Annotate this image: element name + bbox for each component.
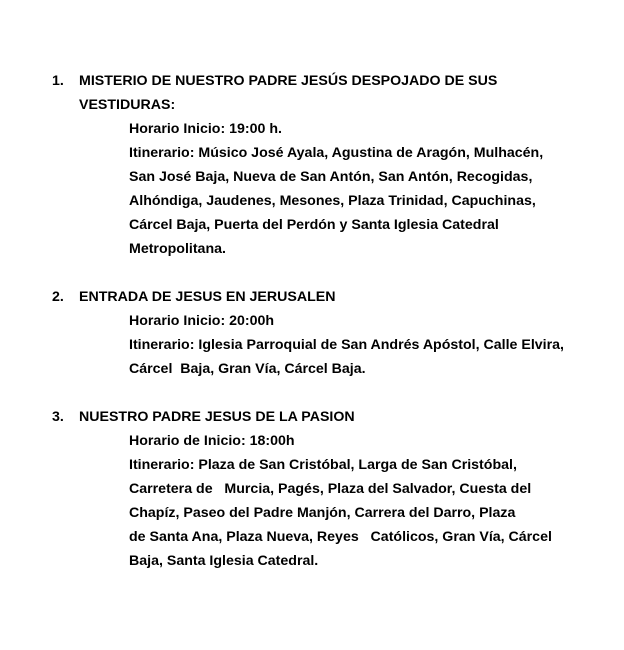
itinerary-line: Itinerario: Iglesia Parroquial de San Andrés Apóstol, Calle Elvira, <box>129 337 564 353</box>
itinerary-line: San José Baja, Nueva de San Antón, San Antón, Recogidas, <box>129 169 533 185</box>
procession-item-3 <box>0 405 624 573</box>
itinerary-line: Carretera de Murcia, Pagés, Plaza del Salvador, Cuesta del <box>129 481 532 497</box>
title-line: NUESTRO PADRE JESUS DE LA PASION <box>79 409 355 425</box>
procession-details <box>129 117 604 261</box>
title-line: ENTRADA DE JESUS EN JERUSALEN <box>79 289 336 305</box>
procession-item-2 <box>0 285 624 381</box>
itinerary-line: Alhóndiga, Jaudenes, Mesones, Plaza Trinidad, Capuchinas, <box>129 193 536 209</box>
procession-title <box>79 285 564 309</box>
start-time: Horario Inicio: 20:00h <box>129 313 275 329</box>
itinerary-line: Chapíz, Paseo del Padre Manjón, Carrera del Darro, Plaza <box>129 505 516 521</box>
procession-title <box>79 69 564 117</box>
title-line: MISTERIO DE NUESTRO PADRE JESÚS DESPOJADO DE SUS <box>79 73 498 89</box>
procession-list <box>0 69 624 573</box>
itinerary-line: Itinerario: Músico José Ayala, Agustina de Aragón, Mulhacén, <box>129 145 544 161</box>
itinerary-line: Cárcel Baja, Gran Vía, Cárcel Baja. <box>129 361 366 377</box>
procession-details <box>129 429 604 573</box>
procession-title <box>79 405 564 429</box>
item-number: 1. <box>52 73 64 89</box>
start-time: Horario de Inicio: 18:00h <box>129 433 295 449</box>
item-number: 2. <box>52 289 64 305</box>
itinerary-line: de Santa Ana, Plaza Nueva, Reyes Católicos, Gran Vía, Cárcel <box>129 529 552 545</box>
start-time: Horario Inicio: 19:00 h. <box>129 121 282 137</box>
procession-item-1 <box>0 69 624 261</box>
itinerary-line: Baja, Santa Iglesia Catedral. <box>129 553 319 569</box>
title-line: VESTIDURAS: <box>79 97 176 113</box>
procession-details <box>129 309 604 381</box>
itinerary-line: Metropolitana. <box>129 241 226 257</box>
itinerary-line: Itinerario: Plaza de San Cristóbal, Larga de San Cristóbal, <box>129 457 517 473</box>
itinerary-line: Cárcel Baja, Puerta del Perdón y Santa Iglesia Catedral <box>129 217 499 233</box>
item-number: 3. <box>52 409 64 425</box>
